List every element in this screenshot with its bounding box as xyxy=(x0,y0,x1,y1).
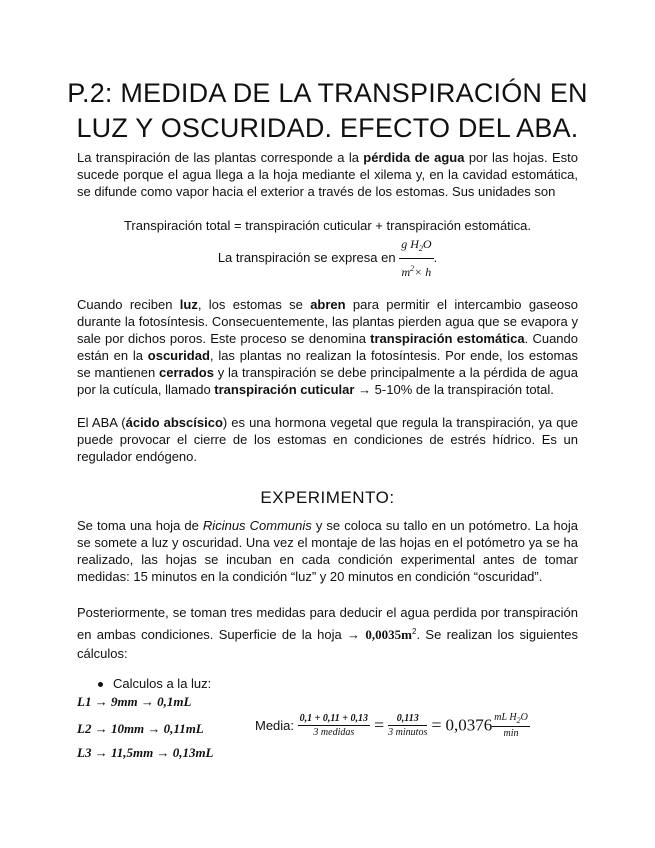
superscript: 2 xyxy=(412,627,417,636)
text: y la transpiración se debe principalmente a la pérdida de agua por la cutícula, llamado xyxy=(77,365,578,397)
text: y se coloca su tallo en un potómetro. La hoja se somete a luz y oscuridad. Una vez el montaje de las hojas en el potómetro ya se ha realizado, las hojas se incuban en cada condición experimental antes de tomar medidas: 15 minutos en la condición “luz” y 20 minutos en condición “oscuridad”. xyxy=(77,518,578,584)
experiment-heading: EXPERIMENTO: xyxy=(260,488,395,507)
text: × h xyxy=(414,265,432,279)
text: por las hojas. Esto sucede porque el agua llega a la hoja mediante el xilema y, en la cavidad estomática, se difunde como vapor hacia el exterior a través de los estomas. Sus unidades son xyxy=(77,150,578,199)
rate-fraction xyxy=(388,713,427,738)
aba-paragraph xyxy=(77,414,578,465)
text: La transpiración de las plantas corresponde a la xyxy=(77,150,364,165)
mean-calculation xyxy=(255,712,530,739)
light-calcs-bullet xyxy=(98,676,211,691)
rate-numerator: 0,113 xyxy=(388,713,427,726)
text: , las plantas no realizan la fotosíntesis. Por ende, los estomas se mantienen xyxy=(77,348,579,380)
result-units-numerator xyxy=(492,712,530,727)
bold-text: oscuridad xyxy=(147,348,210,363)
subscript: 2 xyxy=(516,716,521,725)
text: O xyxy=(422,237,432,251)
light-paragraph xyxy=(77,296,578,398)
title-line-1: P.2: MEDIDA DE LA TRANSPIRACIÓN EN xyxy=(67,78,588,108)
text: Se toma una hoja de xyxy=(77,518,203,533)
bold-text: cerrados xyxy=(159,365,214,380)
superscript: 2 xyxy=(410,264,415,273)
units-numerator xyxy=(399,236,433,259)
bullet-label: Calculos a la luz: xyxy=(113,676,212,691)
text: g H xyxy=(401,237,419,251)
units-label: La transpiración se expresa en xyxy=(217,249,396,265)
bold-text: ácido abscísico xyxy=(125,415,223,430)
mean-label: Media: xyxy=(255,718,295,733)
text: . xyxy=(433,249,438,265)
intro-paragraph xyxy=(77,149,578,200)
result-value: 0,0376 xyxy=(445,715,493,735)
text: . Cuando están en la xyxy=(77,331,579,363)
species-name: Ricinus Communis xyxy=(202,518,312,533)
text: ) es una hormona vegetal que regula la transpiración, ya que puede provocar el cierre de los estomas en condiciones de estrés hídrico. Es un regulador endógeno. xyxy=(77,415,578,464)
subscript: 2 xyxy=(418,244,423,253)
equals-sign: = xyxy=(431,715,442,735)
text: m xyxy=(401,265,411,279)
equals-sign: = xyxy=(374,715,385,735)
text: Posteriormente, se toman tres medidas para deducir el agua perdida por transpiración en ambas condiciones. Superficie de la hoja → xyxy=(77,605,578,642)
text: O xyxy=(520,712,528,723)
result-units-fraction xyxy=(492,712,530,739)
bold-text: transpiración cuticular xyxy=(214,382,355,397)
bold-text: transpiración estomática xyxy=(370,331,525,346)
experiment-paragraph xyxy=(77,517,578,585)
text: , los estomas se xyxy=(197,297,311,312)
transpiration-units-line xyxy=(77,236,578,281)
measurement-l3: L3 → 11,5mm → 0,13mL xyxy=(77,745,214,760)
bold-text: luz xyxy=(179,297,198,312)
text: para permitir el intercambio gaseoso durante la fotosíntesis. Consecuentemente, las plantas pierden agua que se evapora y sale por dichos poros. Este proceso se denomina xyxy=(77,297,578,346)
bold-text: pérdida de agua xyxy=(363,150,465,165)
text: El ABA ( xyxy=(77,415,126,430)
text: Cuando reciben xyxy=(77,297,180,312)
text: → 5-10% de la transpiración total. xyxy=(354,382,554,397)
units-fraction xyxy=(399,236,433,281)
bold-text: abren xyxy=(310,297,346,312)
bullet-icon xyxy=(98,682,103,687)
result-units-denominator: min xyxy=(503,728,519,739)
mean-numerator: 0,1 + 0,11 + 0,13 xyxy=(299,713,369,724)
measurements-paragraph xyxy=(77,603,578,663)
measurement-l2: L2 → 10mm → 0,11mL xyxy=(77,721,204,736)
leaf-surface-value: 0,0035m xyxy=(365,627,412,642)
text: mL H xyxy=(494,712,517,723)
measurement-l1: L1 → 9mm → 0,1mL xyxy=(77,694,192,709)
rate-denominator: 3 minutos xyxy=(388,727,428,738)
units-denominator xyxy=(399,259,433,281)
mean-denominator: 3 medidas xyxy=(313,727,355,738)
page-title xyxy=(40,76,615,146)
text: . Se realizan los siguientes cálculos: xyxy=(77,627,578,661)
transpiration-total-formula: Transpiración total = transpiración cuticular + transpiración estomática. xyxy=(123,218,532,233)
title-line-2: LUZ Y OSCURIDAD. EFECTO DEL ABA. xyxy=(76,113,579,143)
mean-fraction xyxy=(298,713,370,738)
